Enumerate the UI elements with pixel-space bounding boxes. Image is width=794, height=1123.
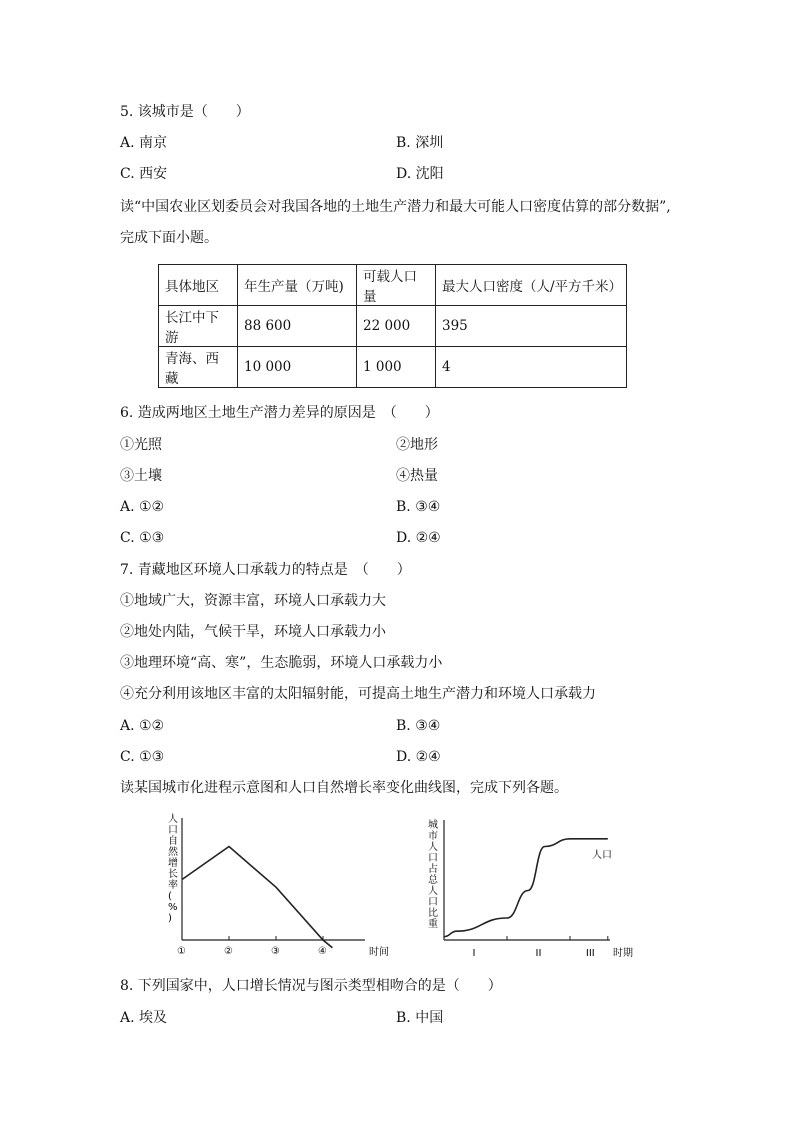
q7-statement-4: ④充分利用该地区丰富的太阳辐射能，可提高土地生产潜力和环境人口承载力	[120, 686, 596, 702]
q6-item-2: ②地形	[396, 437, 438, 453]
q7-stem: 7. 青藏地区环境人口承载力的特点是 （ ）	[120, 562, 411, 578]
table-cell: 10 000	[238, 347, 357, 388]
table-header-cell: 最大人口密度（人/平方千米）	[436, 265, 627, 306]
intro2: 读某国城市化进程示意图和人口自然增长率变化曲线图，完成下列各题。	[120, 780, 568, 796]
chart1-tick-label: ④	[318, 946, 327, 957]
table-cell: 88 600	[238, 306, 357, 347]
table-cell: 395	[436, 306, 627, 347]
q7-option-b[interactable]: B. ③④	[396, 718, 441, 734]
table-cell: 22 000	[357, 306, 436, 347]
q5-option-c[interactable]: C. 西安	[120, 166, 168, 182]
data-table	[158, 264, 627, 388]
q6-option-b[interactable]: B. ③④	[396, 499, 441, 515]
chart1-xlabel: 时间	[369, 947, 389, 958]
table-header-cell: 可载人口量	[357, 265, 436, 306]
q5-stem: 5. 该城市是（ ）	[120, 104, 250, 120]
q8-stem: 8. 下列国家中，人口增长情况与图示类型相吻合的是（ ）	[120, 978, 502, 994]
q8-option-b[interactable]: B. 中国	[396, 1010, 444, 1026]
q6-item-4: ④热量	[396, 468, 438, 484]
q5-option-b[interactable]: B. 深圳	[396, 135, 444, 151]
urbanization-chart	[420, 810, 640, 960]
chart2-xlabel: 时期	[613, 948, 633, 959]
q6-item-1: ①光照	[120, 437, 162, 453]
chart1-tick-label: ①	[177, 946, 186, 957]
table-cell: 青海、西藏	[159, 347, 238, 388]
chart2-ylabel: 城市人口占总人口比重	[428, 820, 438, 930]
q7-statement-1: ①地域广大，资源丰富，环境人口承载力大	[120, 593, 386, 609]
q7-statement-3: ③地理环境“高、寒”，生态脆弱，环境人口承载力小	[120, 655, 443, 671]
chart2-tick-label: I	[472, 948, 476, 959]
chart2-tick-label: II	[535, 948, 542, 959]
chart2-series-label: 人口	[592, 850, 612, 861]
table-header-cell: 具体地区	[159, 265, 238, 306]
intro1-line1: 读“中国农业区划委员会对我国各地的土地生产潜力和最大可能人口密度估算的部分数据”,	[120, 199, 671, 215]
chart1-ylabel: 人口自然增长率( % )	[168, 814, 178, 924]
q7-statement-2: ②地处内陆，气候干旱，环境人口承载力小	[120, 624, 386, 640]
q6-option-d[interactable]: D. ②④	[396, 530, 441, 546]
table-row	[159, 306, 627, 347]
q8-option-a[interactable]: A. 埃及	[120, 1010, 168, 1026]
table-cell: 长江中下游	[159, 306, 238, 347]
q6-option-c[interactable]: C. ①③	[120, 530, 165, 546]
q7-option-d[interactable]: D. ②④	[396, 749, 441, 765]
table-cell: 4	[436, 347, 627, 388]
table-header-row	[159, 265, 627, 306]
chart1-tick-label: ②	[224, 946, 233, 957]
chart1-series-line	[182, 847, 332, 948]
q7-option-c[interactable]: C. ①③	[120, 749, 165, 765]
growth-rate-chart	[155, 810, 395, 960]
q5-option-d[interactable]: D. 沈阳	[396, 166, 444, 182]
q5-option-a[interactable]: A. 南京	[120, 135, 168, 151]
q6-item-3: ③土壤	[120, 468, 162, 484]
table-row	[159, 347, 627, 388]
table-cell: 1 000	[357, 347, 436, 388]
chart2-tick-label: III	[585, 948, 595, 959]
q6-option-a[interactable]: A. ①②	[120, 499, 165, 515]
table-header-cell: 年生产量（万吨)	[238, 265, 357, 306]
intro1-line2: 完成下面小题。	[120, 230, 218, 246]
q6-stem: 6. 造成两地区土地生产潜力差异的原因是 （ ）	[120, 405, 439, 421]
chart1-tick-label: ③	[271, 946, 280, 957]
chart2-series-line	[444, 839, 608, 937]
q7-option-a[interactable]: A. ①②	[120, 718, 165, 734]
